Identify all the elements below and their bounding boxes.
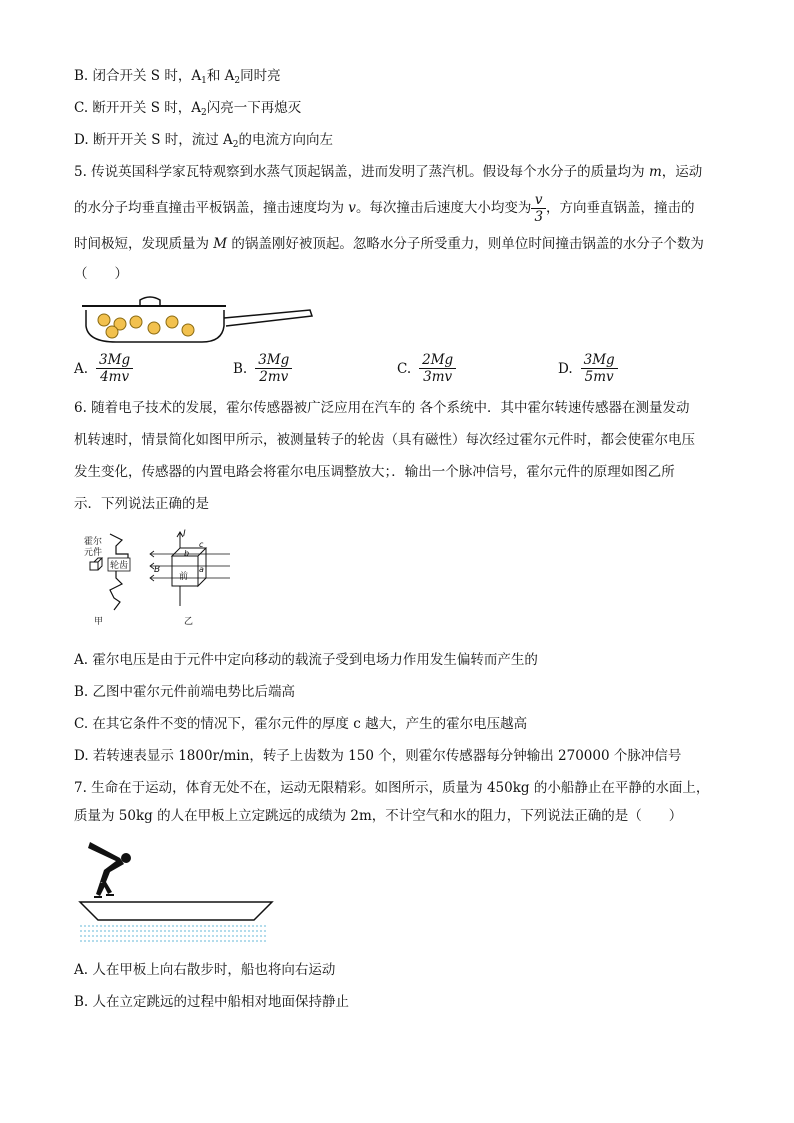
q6-option-d: D. 若转速表显示 1800r/min，转子上齿数为 150 个，则霍尔传感器每分钟输出 270000 个脉冲信号	[74, 748, 682, 764]
q6-stem-line-1: 6. 随着电子技术的发展，霍尔传感器被广泛应用在汽车的 各个系统中．其中霍尔转速传感器在测量发动	[74, 400, 690, 416]
q5-answer-blank: （ ）	[74, 266, 128, 282]
q6-stem-line-2: 机转速时，情景简化如图甲所示，被测量转子的轮齿（具有磁性）每次经过霍尔元件时，都会使霍尔电压	[74, 432, 695, 448]
q5-option-b: B. $\frac{3Mg}{2mv}$	[233, 352, 292, 385]
q5-option-c: C. $\frac{2Mg}{3mv}$	[397, 352, 456, 385]
hall-box-diagram	[150, 532, 230, 606]
q6-stem-line-4: 示．下列说法正确的是	[74, 496, 209, 512]
jumper-silhouette	[88, 842, 131, 898]
svg-text:I: I	[183, 529, 186, 539]
water-surface	[80, 926, 268, 941]
q6-option-c: C. 在其它条件不变的情况下，霍尔元件的厚度 c 越大，产生的霍尔电压越高	[74, 716, 528, 732]
q4-option-d: D. 断开开关 S 时，流过 $A_2$的电流方向向左	[74, 132, 334, 150]
q7-option-b: B. 人在立定跳远的过程中船相对地面保持静止	[74, 994, 350, 1010]
front-face-label: 前	[179, 572, 189, 582]
water-molecules	[98, 314, 194, 338]
q6-option-a: A. 霍尔电压是由于元件中定向移动的载流子受到电场力作用发生偏转而产生的	[74, 652, 538, 668]
q4-option-c: C. 断开开关 S 时，$A_2$闪亮一下再熄灭	[74, 100, 302, 118]
q6-option-b: B. 乙图中霍尔元件前端电势比后端高	[74, 684, 296, 700]
svg-text:a: a	[199, 565, 204, 574]
q5-option-d: D. $\frac{3Mg}{5mv}$	[558, 352, 618, 385]
gear-profile	[110, 534, 128, 610]
q5-stem-line-1: 5. 传说英国科学家瓦特观察到水蒸气顶起锅盖，进而发明了蒸汽机。假设每个水分子的质量均为 m，运动	[74, 164, 703, 180]
q4-option-b: B. 闭合开关 S 时，$A_1$和 $A_2$同时亮	[74, 68, 281, 86]
gear-label: 轮齿	[110, 561, 129, 571]
boat-jumper-figure	[76, 836, 286, 946]
figure-b-label: 乙	[184, 617, 194, 627]
q7-option-a: A. 人在甲板上向右散步时，船也将向右运动	[74, 962, 336, 978]
pot-lid-knob	[140, 297, 160, 306]
q6-stem-line-3: 发生变化，传感器的内置电路会将霍尔电压调整放大；．输出一个脉冲信号，霍尔元件的原理如图乙所	[74, 464, 675, 480]
hall-element-label-2: 元件	[84, 548, 103, 558]
svg-text:c: c	[199, 540, 204, 549]
q5-option-a: A. $\frac{3Mg}{4mv}$	[74, 352, 133, 385]
figure-a-label: 甲	[94, 617, 104, 627]
pot-figure	[76, 292, 316, 348]
q7-stem-line-2: 质量为 50kg 的人在甲板上立定跳远的成绩为 2m，不计空气和水的阻力，下列说法正确的是（ ）	[74, 808, 683, 824]
hall-element-block	[90, 562, 98, 570]
boat-hull	[80, 902, 272, 920]
hall-element-label-1: 霍尔	[84, 537, 103, 547]
q5-stem-line-3: 时间极短，发现质量为 M 的锅盖刚好被顶起。忽略水分子所受重力，则单位时间撞击锅盖的水分子个数为	[74, 236, 704, 252]
q5-fraction-v-over-3: $\frac{v}{3}$	[531, 192, 546, 225]
hall-sensor-figure	[80, 528, 250, 628]
q7-stem-line-1: 7. 生命在于运动，体育无处不在，运动无限精彩。如图所示，质量为 450kg 的小船静止在平静的水面上，	[74, 780, 710, 796]
svg-text:B: B	[154, 565, 161, 575]
svg-text:b: b	[184, 549, 190, 558]
pot-handle	[224, 310, 312, 326]
q5-stem-line-2: 的水分子均垂直撞击平板锅盖，撞击速度均为 v。每次撞击后速度大小均变为 $\frac{v}{3}$ ，方向垂直锅盖，撞击的	[74, 192, 695, 225]
